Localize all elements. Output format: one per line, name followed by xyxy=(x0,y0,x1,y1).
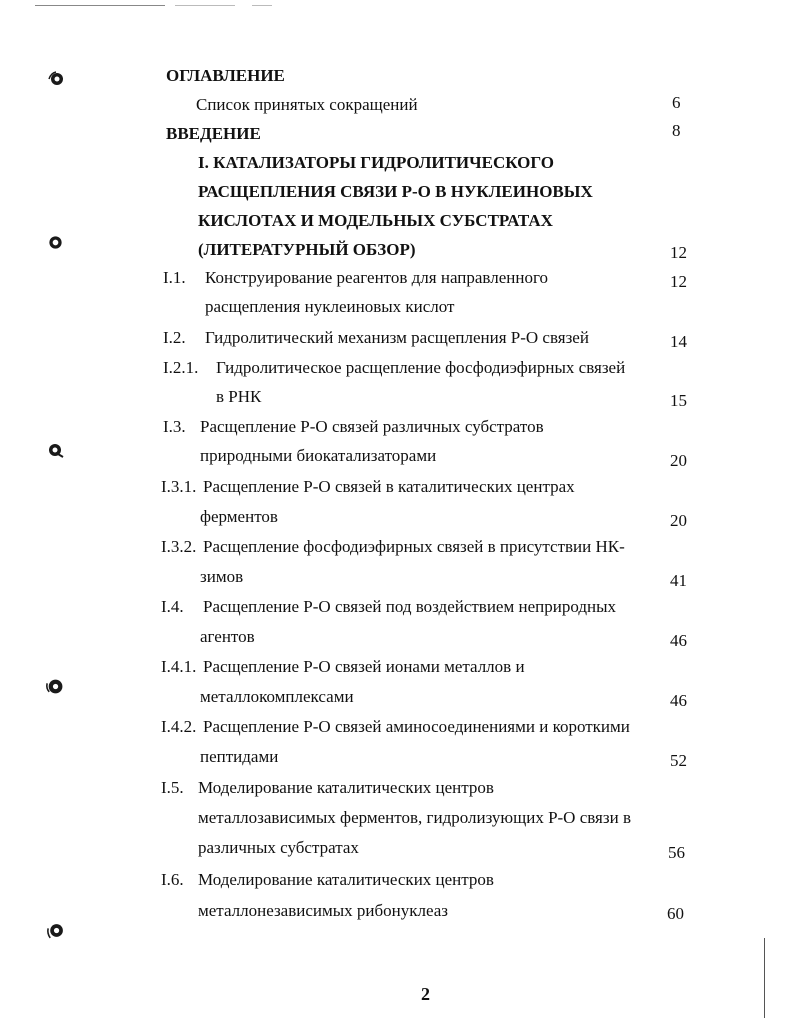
punch-hole-icon xyxy=(45,677,64,696)
toc-entry-text: металлозависимых ферментов, гидролизующих Р-О связи в xyxy=(198,808,631,827)
toc-entry-page: 20 xyxy=(670,451,687,470)
toc-entry-page: 56 xyxy=(668,843,685,862)
punch-hole-icon xyxy=(48,70,66,88)
toc-entry-text: Расщепление Р-О связей под воздействием неприродных xyxy=(203,597,617,616)
toc-entry-text: Список принятых сокращений xyxy=(196,95,418,114)
toc-entry-text: Гидролитический механизм расщепления Р-О связей xyxy=(205,328,589,347)
toc-entry-text: I. КАТАЛИЗАТОРЫ ГИДРОЛИТИЧЕСКОГО xyxy=(198,153,554,172)
toc-entry-page: 46 xyxy=(670,691,687,710)
toc-entry-page: 12 xyxy=(670,243,687,262)
toc-entry-text: (ЛИТЕРАТУРНЫЙ ОБЗОР) xyxy=(198,240,416,259)
toc-entry-page: 41 xyxy=(670,571,687,590)
toc-entry-text: расщепления нуклеиновых кислот xyxy=(205,297,455,316)
toc-entry-text: агентов xyxy=(200,627,255,646)
toc-entry-page: 46 xyxy=(670,631,687,650)
scan-artifact-line xyxy=(175,5,235,6)
toc-entry-text: природными биокатализаторами xyxy=(200,446,437,465)
punch-hole-icon xyxy=(46,441,64,459)
toc-entry-text: Конструирование реагентов для направленного xyxy=(205,268,548,287)
toc-entry-text: пептидами xyxy=(200,747,279,766)
toc-entry-text: КИСЛОТАХ И МОДЕЛЬНЫХ СУБСТРАТАХ xyxy=(198,211,553,230)
toc-entry-page: 20 xyxy=(670,511,687,530)
toc-entry-number: I.4.2. xyxy=(161,717,197,736)
toc-entry-text: Моделирование каталитических центров xyxy=(198,870,494,889)
scan-artifact-line xyxy=(764,938,765,1018)
toc-entry-number: I.5. xyxy=(161,778,184,797)
toc-entry-number: I.3.2. xyxy=(161,537,197,556)
toc-entry-text: металлокомплексами xyxy=(200,687,354,706)
punch-hole-icon xyxy=(47,234,64,251)
toc-entry-number: I.3. xyxy=(163,417,186,436)
toc-entry-text: различных субстратах xyxy=(198,838,359,857)
toc-entry-text: ферментов xyxy=(200,507,278,526)
toc-entry-number: I.2. xyxy=(163,328,186,347)
toc-entry-text: Расщепление Р-О связей ионами металлов и xyxy=(203,657,525,676)
punch-hole-icon xyxy=(46,921,65,940)
toc-entry-text: Моделирование каталитических центров xyxy=(198,778,494,797)
toc-entry-number: I.2.1. xyxy=(163,358,199,377)
toc-entry-page: 60 xyxy=(667,904,684,923)
toc-entry-text: металлонезависимых рибонуклеаз xyxy=(198,901,449,920)
toc-entry-text: Гидролитическое расщепление фосфодиэфирных связей xyxy=(216,358,626,377)
page-number: 2 xyxy=(421,984,430,1004)
toc-entry-text: Расщепление Р-О связей различных субстратов xyxy=(200,417,544,436)
toc-entry-text: РАСЩЕПЛЕНИЯ СВЯЗИ Р-О В НУКЛЕИНОВЫХ xyxy=(198,182,593,201)
toc-entry-number: I.4. xyxy=(161,597,184,616)
toc-entry-page: 52 xyxy=(670,751,687,770)
toc-entry-page: 15 xyxy=(670,391,687,410)
toc-entry-page: 14 xyxy=(670,332,687,351)
toc-entry-number: I.3.1. xyxy=(161,477,197,496)
toc-entry-text: Расщепление фосфодиэфирных связей в присутствии НК- xyxy=(203,537,625,556)
scan-artifact-line xyxy=(35,5,165,6)
toc-heading: ОГЛАВЛЕНИЕ xyxy=(166,66,285,85)
toc-entry-number: I.6. xyxy=(161,870,184,889)
toc-entry-text: Расщепление Р-О связей в каталитических центрах xyxy=(203,477,575,496)
toc-entry-text: ВВЕДЕНИЕ xyxy=(166,124,261,143)
toc-entry-page: 6 xyxy=(672,93,681,112)
toc-entry-page: 8 xyxy=(672,121,681,140)
toc-entry-page: 12 xyxy=(670,272,687,291)
scan-artifact-line xyxy=(252,5,272,6)
toc-entry-number: I.1. xyxy=(163,268,186,287)
toc-entry-text: Расщепление Р-О связей аминосоединениями и короткими xyxy=(203,717,630,736)
toc-entry-text: зимов xyxy=(200,567,244,586)
toc-entry-text: в РНК xyxy=(216,387,262,406)
toc-entry-number: I.4.1. xyxy=(161,657,197,676)
